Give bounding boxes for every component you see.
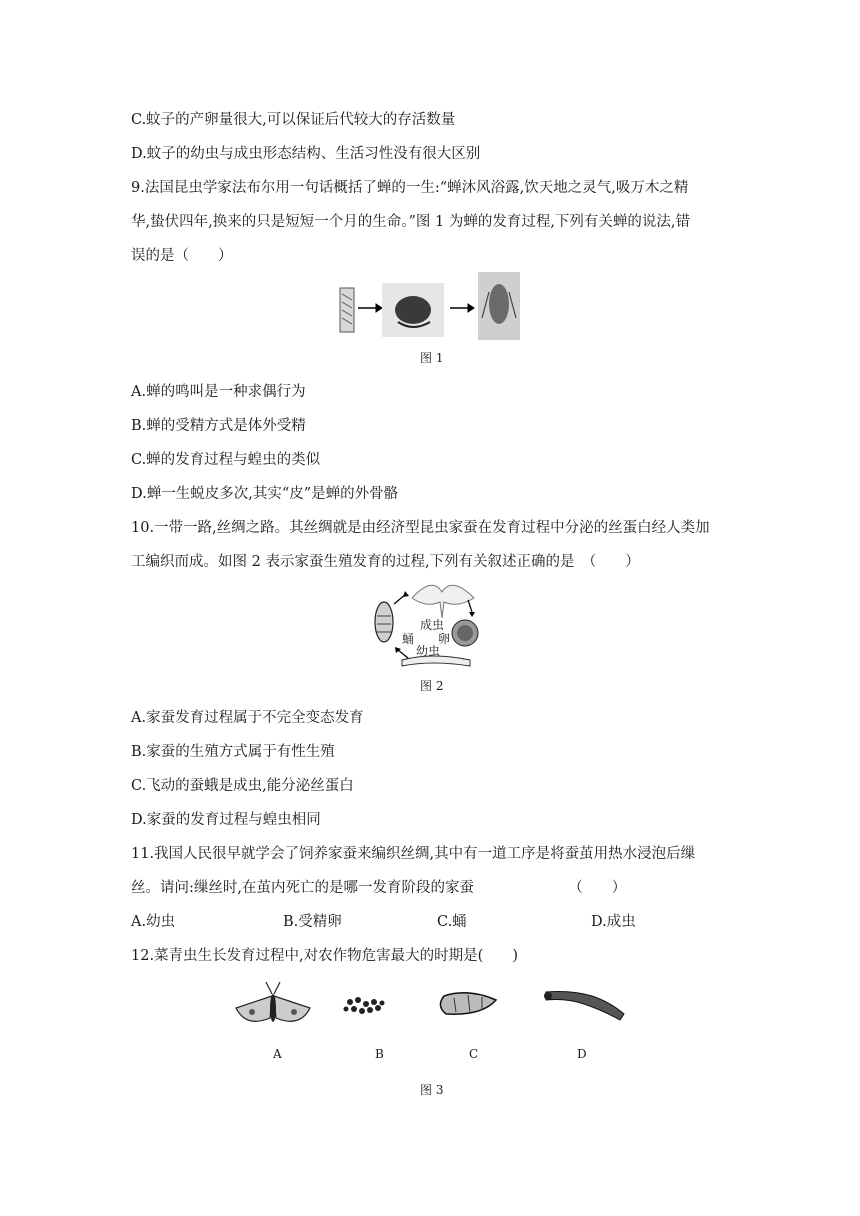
label-pupa: 蛹	[402, 632, 415, 646]
q11-option-d: D.成虫	[591, 914, 636, 930]
figure-3-label-c: C	[469, 1047, 479, 1061]
q10-option-b: B.家蚕的生殖方式属于有性生殖	[131, 744, 335, 760]
figure-1-cicada-development	[338, 270, 523, 342]
q10-stem-line-1: 10.一带一路,丝绸之路。其丝绸就是由经济型昆虫家蚕在发育过程中分泌的丝蛋白经人类加	[131, 520, 710, 536]
figure-3-cabbage-worm-stages	[232, 978, 632, 1030]
q9-stem-line-1: 9.法国昆虫学家法布尔用一句话概括了蝉的一生:“蝉沐风浴露,饮天地之灵气,吸万木之精	[131, 180, 689, 196]
label-egg: 卵	[438, 632, 451, 646]
butterfly-adult-icon	[236, 982, 310, 1022]
q9-option-a: A.蝉的鸣叫是一种求偶行为	[131, 384, 306, 400]
arrow-icon	[358, 304, 382, 312]
q10-option-c: C.飞动的蚕蛾是成虫,能分泌丝蛋白	[131, 778, 354, 794]
q11-option-c: C.蛹	[437, 914, 467, 930]
q9-stem-line-3: 误的是（ ）	[131, 248, 233, 264]
figure-2-silkworm-life-cycle	[372, 578, 492, 670]
q9-option-c: C.蝉的发育过程与蝗虫的类似	[131, 452, 321, 468]
label-adult: 成虫	[420, 618, 445, 632]
q11-stem-line-2: 丝。请问:缫丝时,在茧内死亡的是哪一发育阶段的家蚕 （ ）	[131, 880, 627, 896]
figure-3-label-a: A	[273, 1047, 282, 1061]
cicada-nymph-body	[395, 296, 431, 324]
q9-option-d: D.蝉一生蜕皮多次,其实“皮”是蝉的外骨骼	[131, 486, 399, 502]
arrow-icon	[450, 304, 474, 312]
q10-stem-line-2: 工编织而成。如图 2 表示家蚕生殖发育的过程,下列有关叙述正确的是 （ ）	[131, 554, 640, 570]
cocoon-pupa-icon	[375, 602, 393, 642]
pupa-icon	[440, 993, 496, 1014]
figure-2-caption: 图 2	[420, 679, 444, 693]
larva-icon	[544, 992, 624, 1021]
q10-option-a: A.家蚕发育过程属于不完全变态发育	[131, 710, 364, 726]
q11-option-a: A.幼虫	[131, 914, 176, 930]
q11-option-b: B.受精卵	[283, 914, 342, 930]
egg-cluster-icon	[344, 997, 385, 1014]
q10-option-d: D.家蚕的发育过程与蝗虫相同	[131, 812, 321, 828]
figure-3-caption: 图 3	[420, 1083, 444, 1097]
figure-1-caption: 图 1	[420, 351, 444, 365]
label-larva: 幼虫	[416, 644, 441, 658]
q9-option-b: B.蝉的受精方式是体外受精	[131, 418, 306, 434]
cicada-adult-body	[489, 284, 509, 324]
figure-3-label-b: B	[375, 1047, 384, 1061]
moth-icon	[412, 585, 474, 618]
q11-stem-line-1: 11.我国人民很早就学会了饲养家蚕来编织丝绸,其中有一道工序是将蚕茧用热水浸泡后缫	[131, 846, 696, 862]
q9-stem-line-2: 华,蛰伏四年,换来的只是短短一个月的生命。”图 1 为蝉的发育过程,下列有关蝉的说法,错	[131, 214, 691, 230]
q8-option-d: D.蚊子的幼虫与成虫形态结构、生活习性没有很大区别	[131, 146, 481, 162]
figure-3-label-d: D	[577, 1047, 587, 1061]
q12-stem: 12.菜青虫生长发育过程中,对农作物危害最大的时期是( )	[131, 948, 518, 964]
q8-option-c: C.蚊子的产卵量很大,可以保证后代较大的存活数量	[131, 112, 456, 128]
